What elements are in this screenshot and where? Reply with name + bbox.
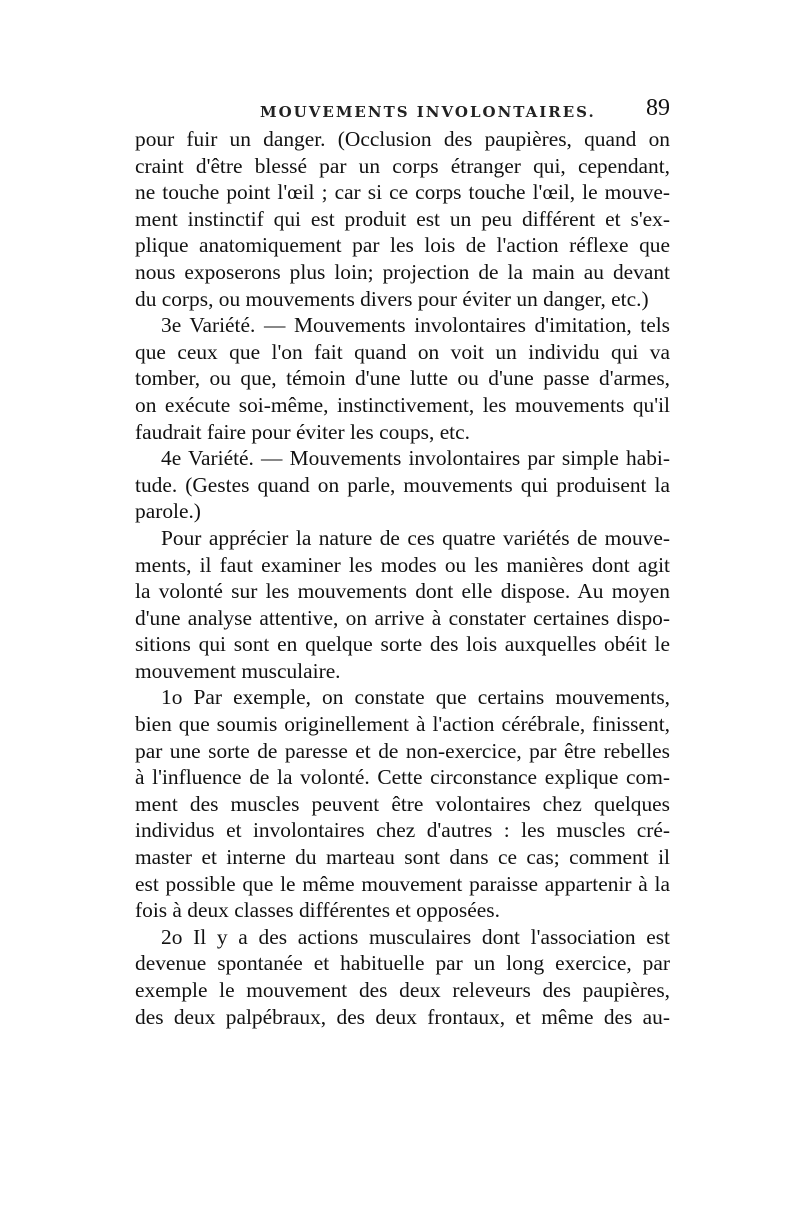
text-line: Pour apprécier la nature de ces quatre variétés de mouve- (161, 525, 670, 550)
page-number: 89 (646, 95, 670, 121)
text-line: ment des muscles peuvent être volontaires chez quelques (135, 791, 670, 816)
text-line: est possible que le même mouvement paraisse appartenir à la (135, 871, 670, 896)
running-head: MOUVEMENTS INVOLONTAIRES. (260, 103, 596, 121)
text-line: 4e Variété. — Mouvements involontaires par simple habi- (161, 446, 670, 471)
text-line: que ceux que l'on fait quand on voit un individu qui va (135, 339, 670, 364)
body-text (135, 126, 670, 1030)
text-line: master et interne du marteau sont dans ce cas; comment il (135, 845, 670, 870)
text-line: fois à deux classes différentes et opposées. (135, 898, 500, 923)
text-line: bien que soumis originellement à l'action cérébrale, finissent, (135, 712, 670, 737)
text-line: 2o Il y a des actions musculaires dont l'association est (161, 924, 670, 949)
text-line: exemple le mouvement des deux releveurs des paupières, (135, 978, 670, 1002)
text-line: 3e Variété. — Mouvements involontaires d'imitation, tels (161, 313, 670, 338)
text-line: ments, il faut examiner les modes ou les manières dont agit (135, 552, 670, 577)
text-line: des deux palpébraux, des deux frontaux, et même des au- (135, 1004, 670, 1029)
text-line: ment instinctif qui est produit est un peu différent et s'ex- (135, 206, 670, 231)
text-line: individus et involontaires chez d'autres : les muscles cré- (135, 818, 670, 843)
text-line: tude. (Gestes quand on parle, mouvements qui produisent la (135, 472, 670, 497)
text-line: ne touche point l'œil ; car si ce corps touche l'œil, le mouve- (135, 180, 670, 205)
text-line: du corps, ou mouvements divers pour éviter un danger, etc.) (135, 286, 649, 311)
text-line: nous exposerons plus loin; projection de la main au devant (135, 259, 670, 284)
text-line: on exécute soi-même, instinctivement, les mouvements qu'il (135, 392, 670, 417)
text-line: la volonté sur les mouvements dont elle dispose. Au moyen (135, 579, 670, 604)
text-line: mouvement musculaire. (135, 658, 341, 683)
text-line: d'une analyse attentive, on arrive à constater certaines dispo- (135, 605, 670, 630)
text-line: par une sorte de paresse et de non-exercice, par être rebelles (135, 738, 670, 763)
text-line: 1o Par exemple, on constate que certains mouvements, (161, 685, 670, 710)
text-line: sitions qui sont en quelque sorte des lois auxquelles obéit le (135, 632, 670, 657)
text-line: à l'influence de la volonté. Cette circonstance explique com- (135, 765, 670, 790)
text-line: plique anatomiquement par les lois de l'action réflexe que (135, 233, 670, 258)
text-line: pour fuir un danger. (Occlusion des paupières, quand on (135, 127, 670, 151)
text-line: devenue spontanée et habituelle par un long exercice, par (135, 951, 670, 976)
text-line: craint d'être blessé par un corps étranger qui, cependant, (135, 153, 670, 178)
text-line: faudrait faire pour éviter les coups, etc. (135, 419, 470, 444)
text-line: tomber, ou que, témoin d'une lutte ou d'une passe d'armes, (135, 366, 670, 391)
text-line: parole.) (135, 499, 201, 524)
page-header (135, 95, 670, 125)
